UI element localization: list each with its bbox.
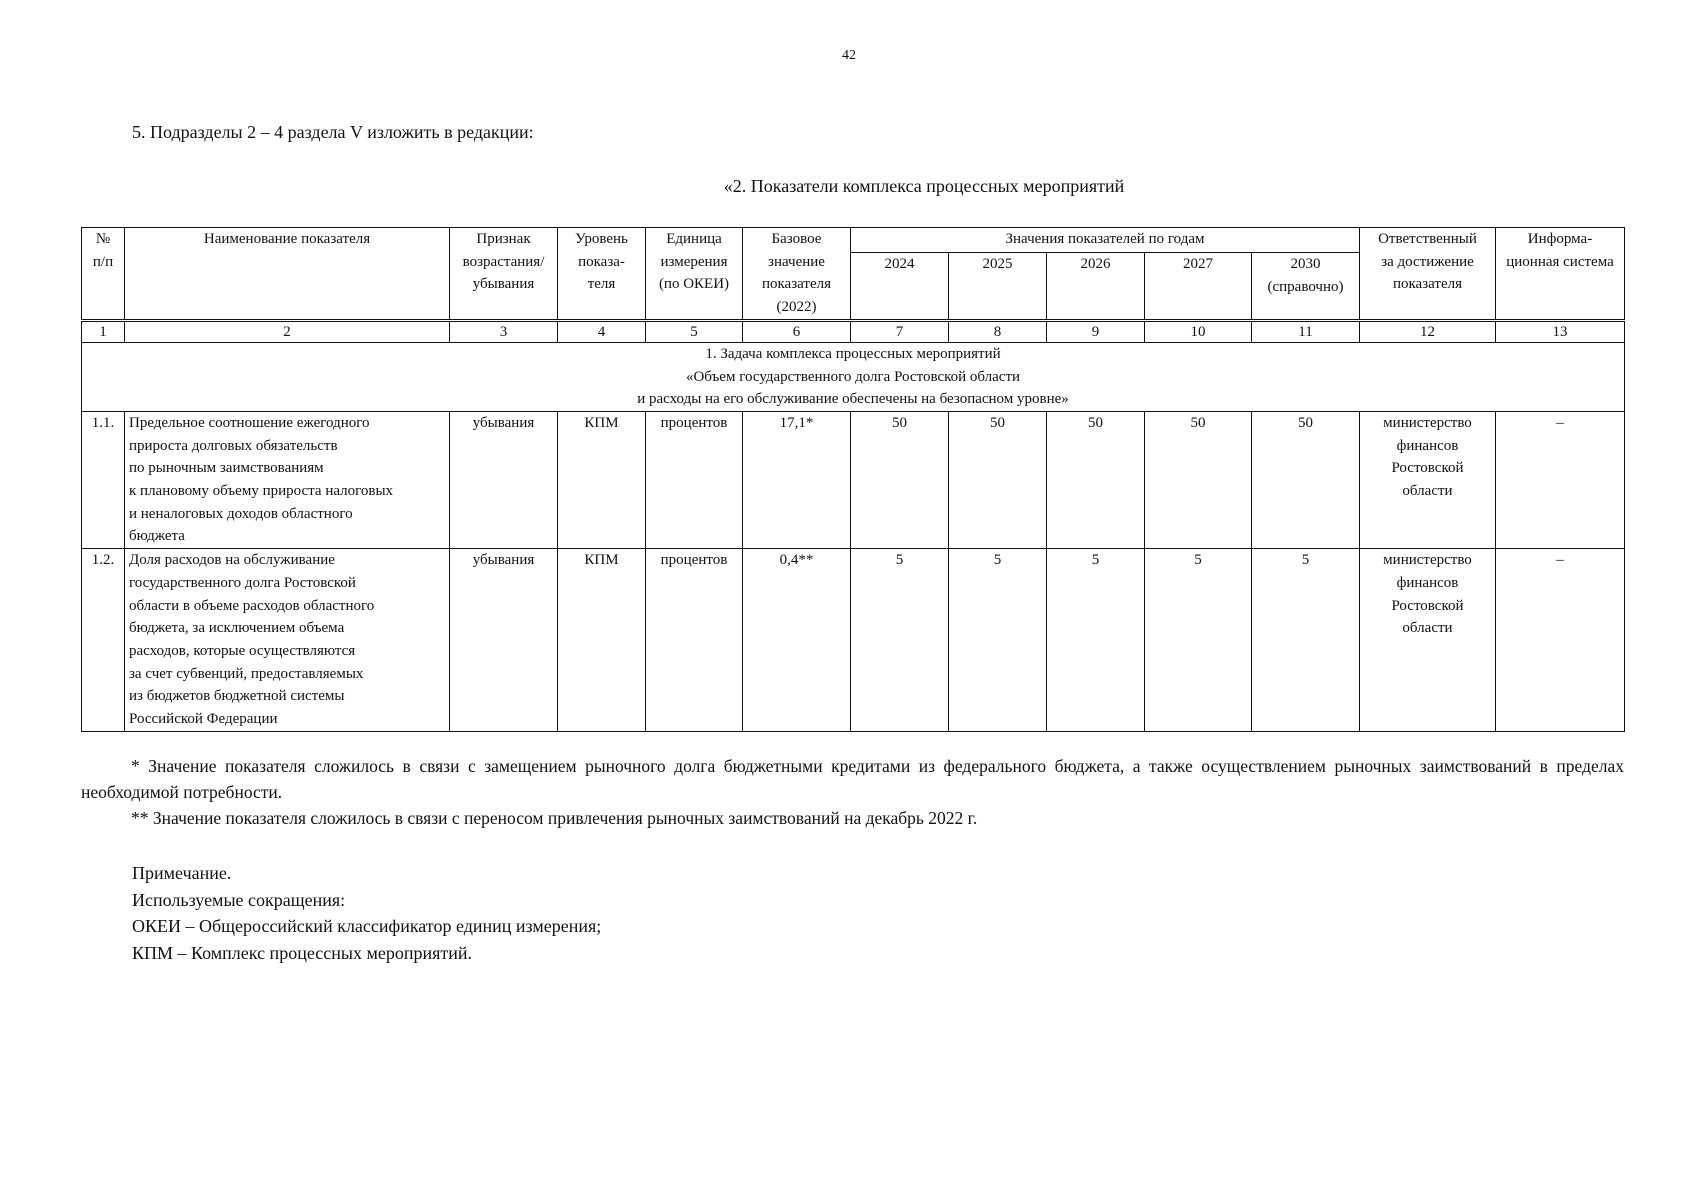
header-responsible: Ответственный за достижение показателя [1360, 228, 1496, 321]
row-value-2024: 5 [851, 549, 949, 732]
column-number: 3 [450, 320, 558, 342]
column-number: 9 [1047, 320, 1145, 342]
row-infosys: – [1496, 411, 1625, 548]
row-sign: убывания [450, 549, 558, 732]
note-title: Примечание. [132, 863, 232, 883]
row-num: 1.2. [82, 549, 125, 732]
table-row [82, 549, 1625, 732]
header-base: Базовое значение показателя (2022) [743, 228, 851, 321]
column-number: 8 [949, 320, 1047, 342]
header-sign: Признак возрастания/ убывания [450, 228, 558, 321]
row-value-2025: 5 [949, 549, 1047, 732]
column-numbers-row [82, 320, 1625, 342]
row-value-2030: 50 [1252, 411, 1360, 548]
row-unit: процентов [646, 549, 743, 732]
footnote-1: * Значение показателя сложилось в связи с замещением рыночного долга бюджетными кредитами из федерального бюджета, а также осуществлением рыночных заимствований в пределах необходимой потребности. [81, 756, 1624, 802]
intro-text: 5. Подразделы 2 – 4 раздела V изложить в редакции: [132, 122, 534, 142]
column-number: 4 [558, 320, 646, 342]
row-value-2027: 5 [1145, 549, 1252, 732]
row-value-2026: 5 [1047, 549, 1145, 732]
header-infosys: Информа- ционная система [1496, 228, 1625, 321]
note-block [132, 860, 601, 966]
page-number: 42 [842, 48, 856, 63]
header-name: Наименование показателя [125, 228, 450, 321]
row-base-value: 0,4** [743, 549, 851, 732]
note-subtitle: Используемые сокращения: [132, 889, 346, 910]
column-number: 7 [851, 320, 949, 342]
header-num: № п/п [82, 228, 125, 321]
note-abbreviation: ОКЕИ – Общероссийский классификатор единиц измерения; [132, 916, 602, 936]
column-number: 6 [743, 320, 851, 342]
indicators-table [81, 227, 1625, 732]
row-level: КПМ [558, 411, 646, 548]
column-number: 13 [1496, 320, 1625, 342]
header-unit: Единица измерения (по ОКЕИ) [646, 228, 743, 321]
header-year-2030: 2030 (справочно) [1252, 252, 1360, 320]
footnotes [81, 753, 1624, 831]
column-number: 10 [1145, 320, 1252, 342]
header-year-2027: 2027 [1145, 252, 1252, 320]
column-number: 2 [125, 320, 450, 342]
header-year-2024: 2024 [851, 252, 949, 320]
row-value-2024: 50 [851, 411, 949, 548]
header-year-2026: 2026 [1047, 252, 1145, 320]
table-title: «2. Показатели комплекса процессных мероприятий [723, 176, 1125, 196]
row-num: 1.1. [82, 411, 125, 548]
row-responsible: министерство финансов Ростовской области [1360, 549, 1496, 732]
row-infosys: – [1496, 549, 1625, 732]
row-value-2025: 50 [949, 411, 1047, 548]
header-level: Уровень показа- теля [558, 228, 646, 321]
row-level: КПМ [558, 549, 646, 732]
column-number: 1 [82, 320, 125, 342]
task-row [82, 342, 1625, 411]
column-number: 11 [1252, 320, 1360, 342]
column-number: 5 [646, 320, 743, 342]
note-abbreviation: КПМ – Комплекс процессных мероприятий. [132, 942, 473, 963]
header-years-group: Значения показателей по годам [851, 228, 1360, 253]
row-value-2027: 50 [1145, 411, 1252, 548]
row-value-2030: 5 [1252, 549, 1360, 732]
row-sign: убывания [450, 411, 558, 548]
task-heading: 1. Задача комплекса процессных мероприятий «Объем государственного долга Ростовской области и расходы на его обслуживание обеспечены на безопасном уровне» [82, 342, 1625, 411]
row-indicator-name: Доля расходов на обслуживание государственного долга Ростовской области в объеме расходов областного бюджета, за исключением объема расходов, которые осуществляются за счет субвенций, предоставляемых из бюджетов бюджетной системы Российской Федерации [125, 549, 450, 732]
footnote-2: ** Значение показателя сложилось в связи с переносом привлечения рыночных заимствований на декабрь 2022 г. [131, 808, 978, 828]
row-indicator-name: Предельное соотношение ежегодного прироста долговых обязательств по рыночным заимствованиям к плановому объему прироста налоговых и неналоговых доходов областного бюджета [125, 411, 450, 548]
column-number: 12 [1360, 320, 1496, 342]
row-unit: процентов [646, 411, 743, 548]
row-responsible: министерство финансов Ростовской области [1360, 411, 1496, 548]
row-base-value: 17,1* [743, 411, 851, 548]
table-row [82, 411, 1625, 548]
header-row-1 [82, 228, 1625, 253]
row-value-2026: 50 [1047, 411, 1145, 548]
header-year-2025: 2025 [949, 252, 1047, 320]
